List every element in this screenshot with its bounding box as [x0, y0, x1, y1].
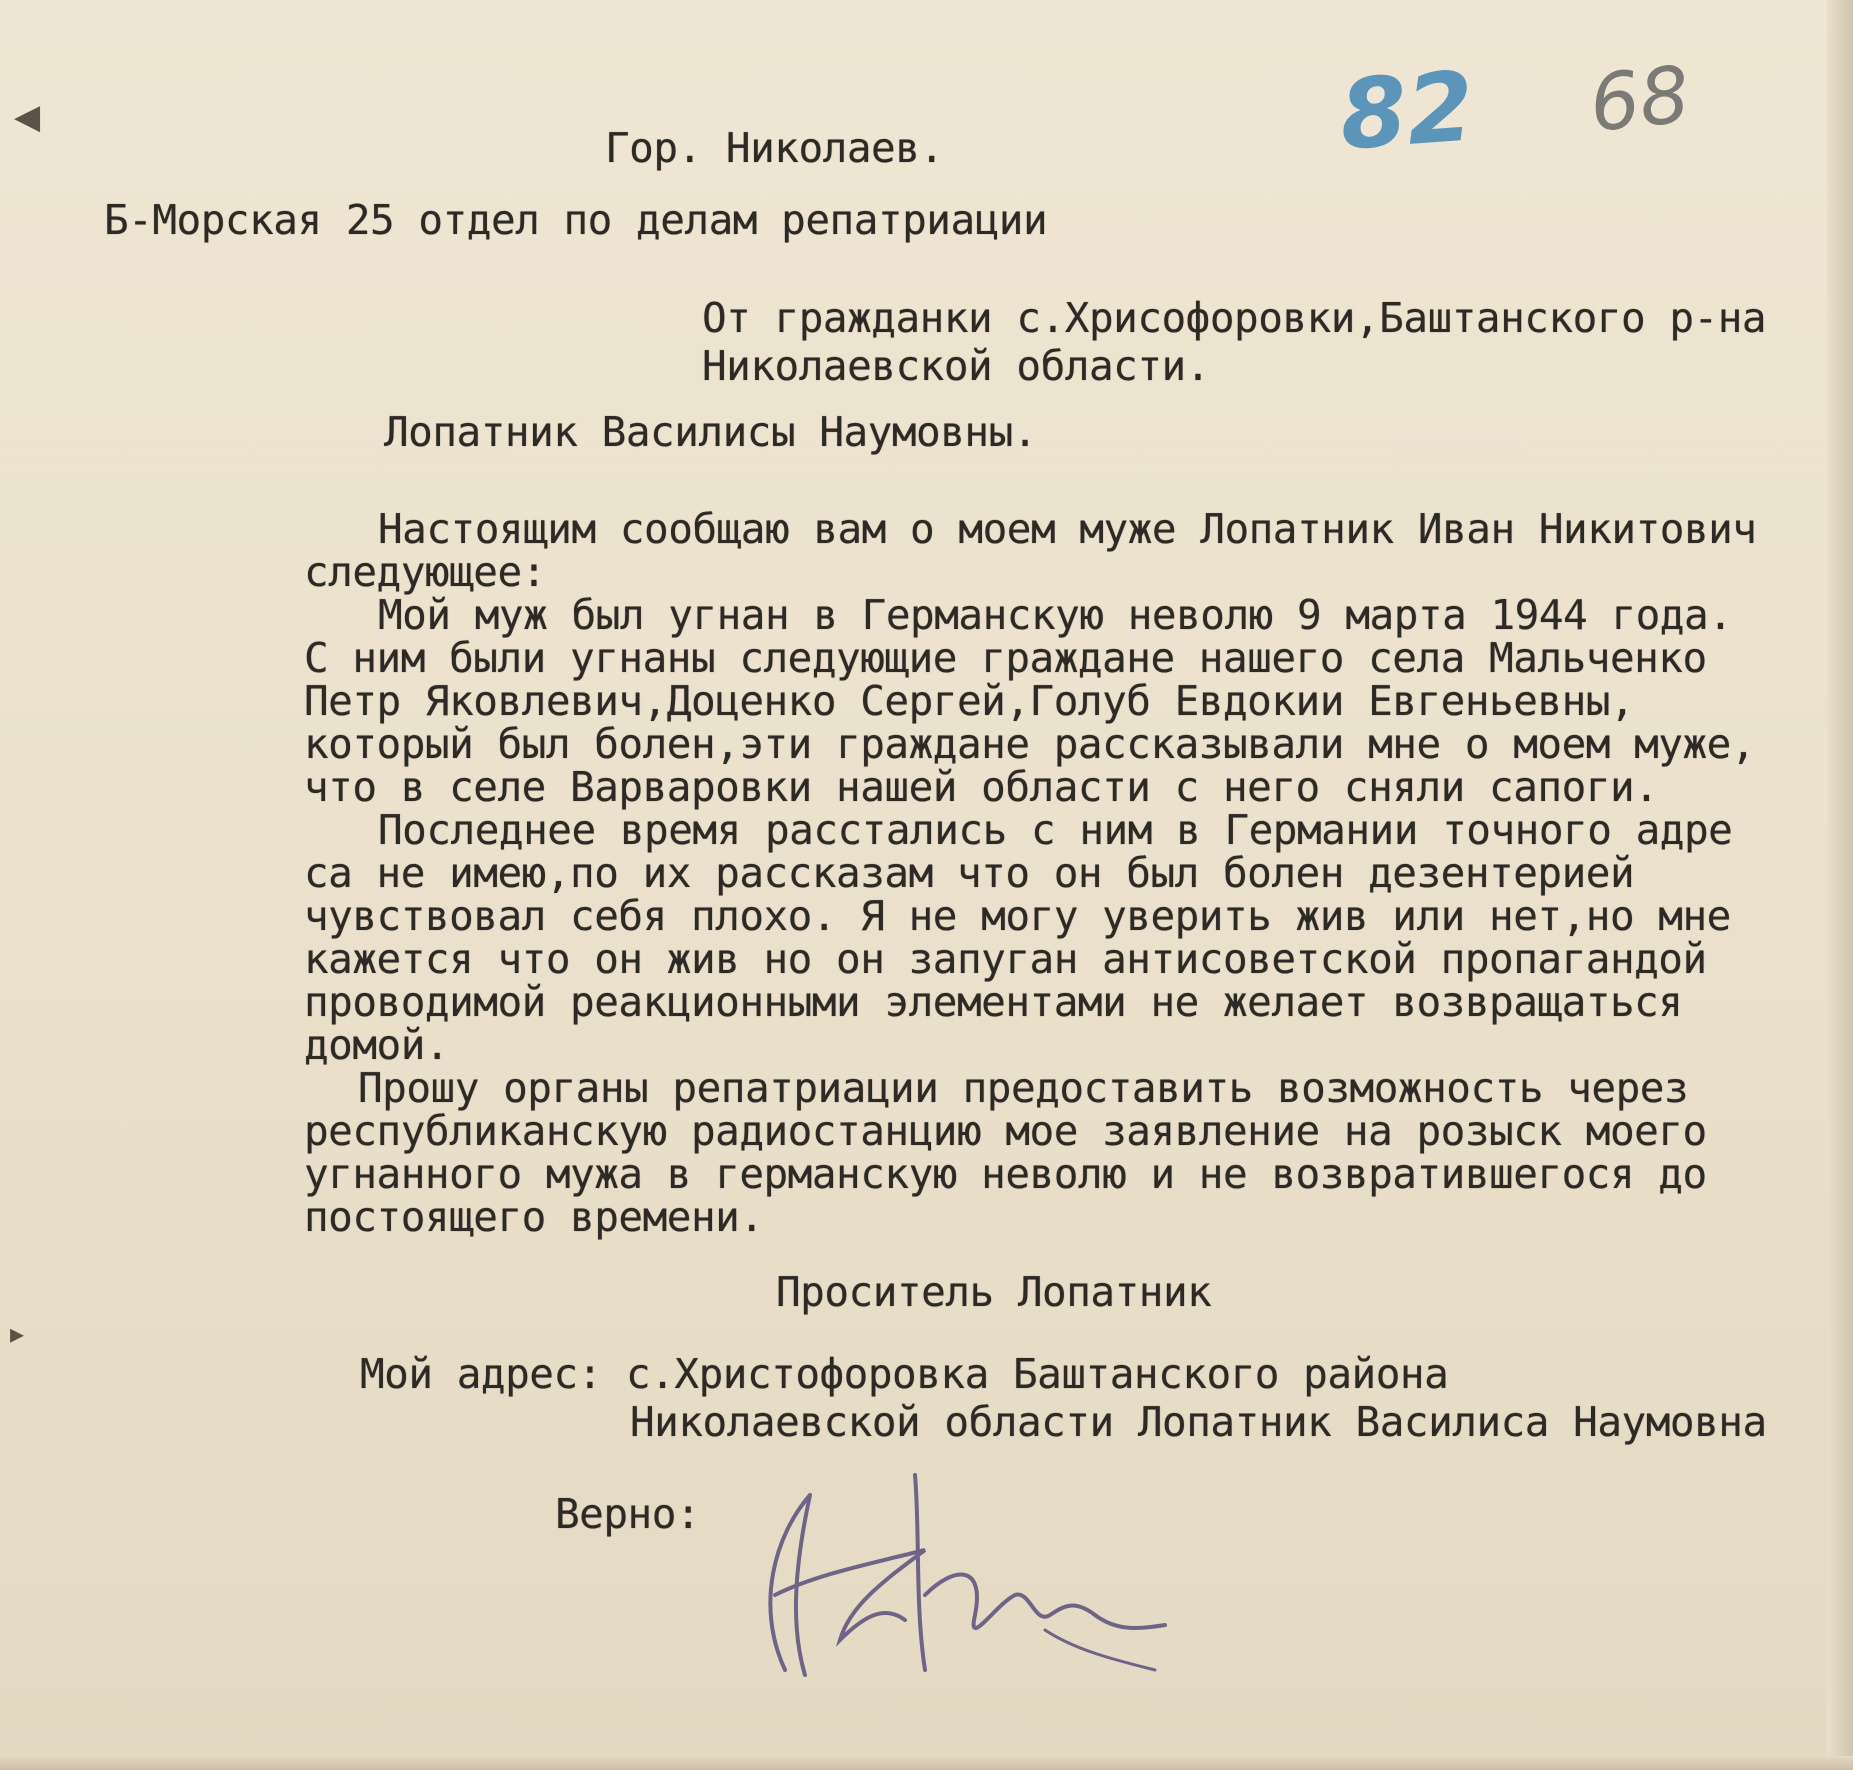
- body-line: Петр Яковлевич,Доценко Сергей,Голуб Евдокии Евгеньевны,: [304, 677, 1635, 725]
- body-line: который был болен,эти граждане рассказывали мне о моем муже,: [304, 720, 1756, 768]
- paper-right-edge: [1827, 0, 1853, 1770]
- body-line: республиканскую радиостанцию мое заявление на розыск моего: [304, 1107, 1707, 1155]
- header-city: Гор. Николаев.: [605, 124, 944, 172]
- applicant-name: Лопатник Василисы Наумовны.: [384, 408, 1037, 456]
- sender-line-1: От гражданки с.Хрисофоровки,Баштанского р-на: [702, 294, 1767, 342]
- body-line: кажется что он жив но он запуган антисоветской пропагандой: [304, 935, 1707, 983]
- body-line: угнанного мужа в германскую неволю и не возвратившегося до: [304, 1150, 1707, 1198]
- applicant-signature-line: Проситель Лопатник: [776, 1268, 1212, 1316]
- body-line: постоящего времени.: [304, 1193, 764, 1241]
- body-line: что в селе Варваровки нашей области с него сняли сапоги.: [304, 763, 1659, 811]
- handwritten-signature: [715, 1455, 1195, 1695]
- header-address: Б-Морская 25 отдел по делам репатриации: [104, 196, 1048, 244]
- return-address-line-1: Мой адрес: с.Христофоровка Баштанского района: [360, 1350, 1449, 1398]
- margin-mark-top: ◀: [14, 97, 41, 137]
- certified-label: Верно:: [555, 1490, 701, 1538]
- body-line: Мой муж был угнан в Германскую неволю 9 марта 1944 года.: [378, 591, 1733, 639]
- body-line: С ним были угнаны следующие граждане нашего села Мальченко: [304, 634, 1707, 682]
- return-address-line-2: Николаевской области Лопатник Василиса Наумовна: [630, 1398, 1767, 1446]
- body-line: домой.: [304, 1021, 450, 1069]
- body-line: проводимой реакционными элементами не желает возвращаться: [304, 978, 1683, 1026]
- body-line: Последнее время расстались с ним в Германии точного адре: [378, 806, 1733, 854]
- body-line: следующее:: [304, 548, 546, 596]
- body-line: са не имею,по их рассказам что он был болен дезентерией: [304, 849, 1635, 897]
- sender-line-2: Николаевской области.: [702, 342, 1210, 390]
- sheet-number-pencil: 68: [1585, 50, 1694, 150]
- archive-number-blue: 82: [1336, 50, 1478, 172]
- body-line: чувствовал себя плохо. Я не могу уверить жив или нет,но мне: [304, 892, 1731, 940]
- body-line: Прошу органы репатриации предоставить возможность через: [358, 1064, 1689, 1112]
- body-line: Настоящим сообщаю вам о моем муже Лопатник Иван Никитович: [378, 505, 1757, 553]
- paper-bottom-edge: [0, 1756, 1853, 1770]
- margin-mark-bottom: ▸: [10, 1317, 25, 1350]
